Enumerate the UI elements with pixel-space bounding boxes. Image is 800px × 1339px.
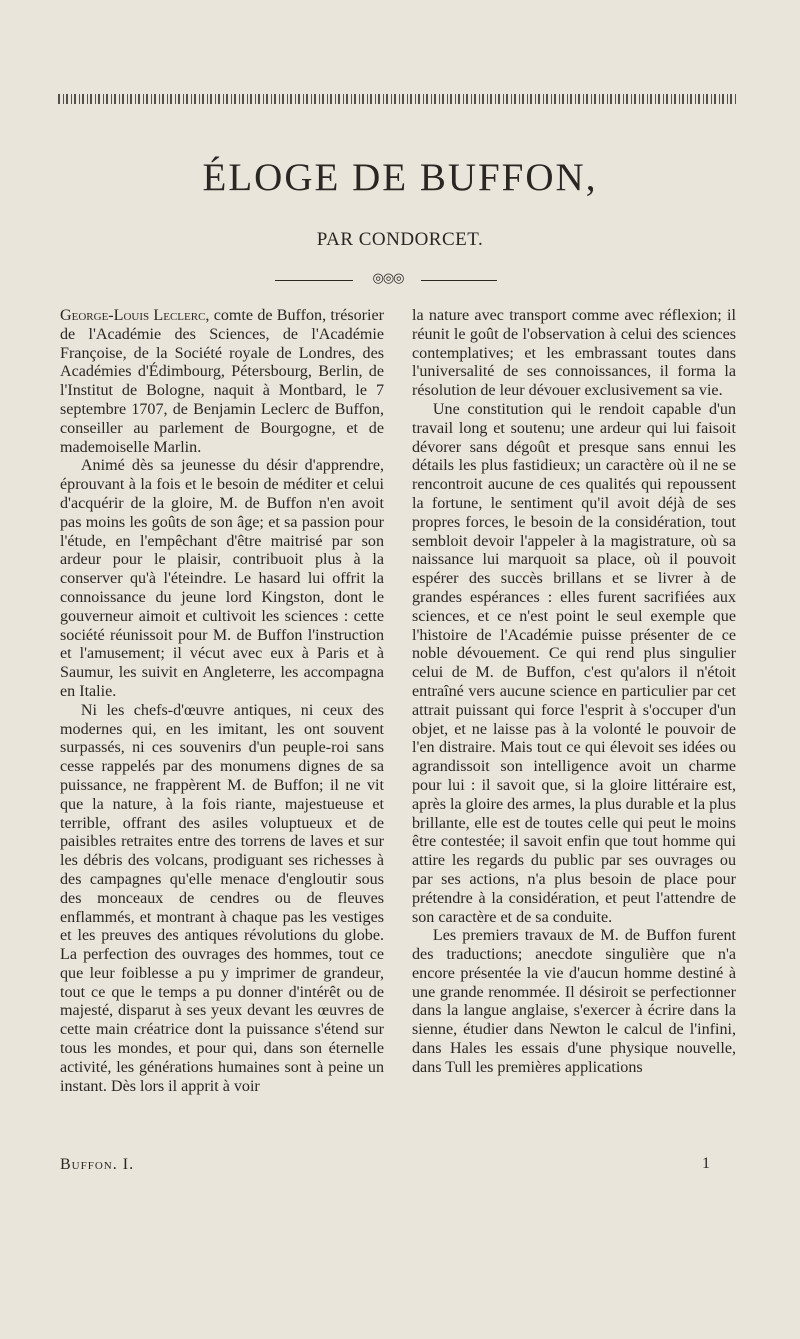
rule-line-left: [275, 280, 353, 281]
author-line: PAR CONDORCET.: [316, 229, 484, 250]
header-ornament-band: [58, 94, 738, 104]
rule-line-right: [421, 280, 497, 281]
paragraph-2: Animé dès sa jeunesse du désir d'apprendre, éprouvant à la fois et le besoin de méditer et celui d'acquérir de la gloire, M. de Buffon n'en avoit pas moins les goûts de son âge; et sa passion pour l'étude, en l'empêchant d'être maitrisé par son ardeur pour le plaisir, contribuoit plus à la conserver qu'à l'éteindre. Le hasard lui offrit la connoissance du jeune lord Kingston, dont le gouverneur aimoit et cultivoit les sciences : cette société réunissoit pour M. de Buffon l'instruction et l'amusement; il vécut avec eux à Paris et à Saumur, les suivit en Angleterre, les accompagna en Italie.: [60, 457, 384, 700]
sheet-number: 1: [702, 1155, 710, 1172]
paragraph-1-body: , comte de Buffon, trésorier de l'Académie des Sciences, de l'Académie Françoise, de la Société royale de Londres, des Académies d'Édimbourg, Pétersbourg, Berlin, de l'Institut de Bologne, naquit à Montbard, le 7 septembre 1707, de Benjamin Leclerc de Buffon, conseiller au parlement de Bourgogne, et de mademoiselle Marlin.: [60, 307, 384, 456]
text-column-right: [412, 307, 736, 1078]
page-title: ÉLOGE DE BUFFON,: [202, 156, 598, 199]
paragraph-1: [60, 307, 384, 457]
text-column-left: [60, 307, 384, 1096]
subject-name: George-Louis Leclerc: [60, 307, 206, 324]
paragraph-3: Ni les chefs-d'œuvre antiques, ni ceux des modernes qui, en les imitant, les ont souvent surpassés, ni ces souvenirs d'un peuple-roi sans cesse rappelés par des monumens dignes de sa puissance, ne frappèrent M. de Buffon; il ne vit que la nature, à la fois riante, majestueuse et terrible, offrant des asiles voluptueux et de paisibles retraites entre des torrens de laves et sur les débris des volcans, prodiguant ses richesses à des campagnes qu'elle menace d'engloutir sous des monceaux de cendres ou de fleuves enflammés, et montrant à chaque pas les vestiges et les preuves des antiques révolutions du globe. La perfection des ouvrages des hommes, tout ce que leur foiblesse a pu y imprimer de grandeur, tout ce que le temps a pu donner d'intérêt ou de majesté, disparut à ses yeux devant les œuvres de cette main créatrice dont la puissance s'étend sur tous les mondes, et pour qui, dans son éternelle activité, les générations humaines sont à peine un instant. Dès lors il apprit à voir: [60, 701, 384, 1095]
paragraph-4: la nature avec transport comme avec réflexion; il réunit le goût de l'observation à celui des sciences contemplatives; et les embrassant toutes dans l'universalité de ses connoissances, il forma la résolution de leur dévouer exclusivement sa vie.: [412, 307, 736, 400]
paragraph-5: Une constitution qui le rendoit capable d'un travail long et soutenu; une ardeur qui lui faisoit dévorer sans dégoût et presque sans ennui les détails les plus fastidieux; un caractère où il ne se rencontroit aucune de ces qualités qui repoussent la fortune, le sentiment qu'il avoit déjà de ses propres forces, le besoin de la considération, tout sembloit devoir l'appeler à la magistrature, où sa naissance lui marquoit sa place, où il pouvoit espérer des succès brillans et se livrer à de grandes espérances : elles furent sacrifiées aux sciences, et ce n'est point le seul exemple que l'histoire de l'Académie puisse présenter de ce noble dévouement. Ce qui rend plus singulier celui de M. de Buffon, c'est qu'alors il n'étoit entraîné vers aucune science en particulier par cet attrait puissant qui force l'esprit à s'occuper d'un objet, et ne laisse pas à la volonté le pouvoir de l'en distraire. Mais tout ce qui élevoit ses idées ou agrandissoit son intelligence avoit un charme pour lui : il savoit que, si la gloire littéraire est, après la gloire des armes, la plus durable et la plus brillante, elle est de toutes celle qui peut le moins être contestée; il savoit enfin que tout homme qui attire les regards du public par ses ouvrages ou par ses actions, n'a plus besoin de place pour prétendre à la considération, et peut l'attendre de son caractère et de sa conduite.: [412, 400, 737, 926]
rule-ornament: ◎◎◎: [372, 271, 404, 286]
signature-mark: Buffon. I.: [60, 1156, 135, 1173]
paragraph-6: Les premiers travaux de M. de Buffon furent des traductions; anecdote singulière que n'a encore présentée la vie d'aucun homme destiné à une grande renommée. Il désiroit se perfectionner dans la langue anglaise, s'exercer à écrire dans la sienne, étudier dans Newton le calcul de l'infini, dans Hales les essais d'une physique nouvelle, dans Tull les premières applications: [412, 927, 736, 1076]
ornamental-rule: [275, 271, 497, 286]
